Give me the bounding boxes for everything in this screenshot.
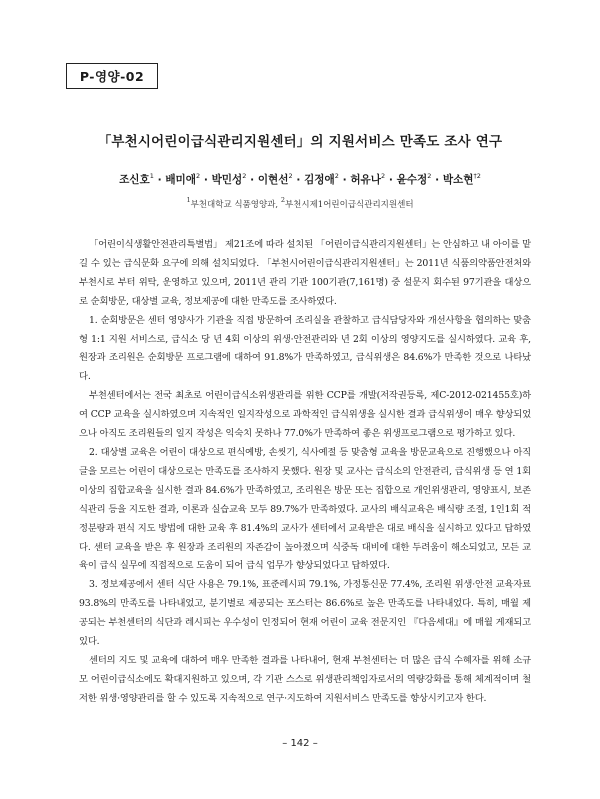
- author-name: 조신호: [119, 174, 150, 186]
- author-name: 허유나: [350, 174, 382, 186]
- author-name: 박소현: [442, 174, 474, 186]
- abstract-paragraph: 부천센터에서는 전국 최초로 어린이급식소위생관리를 위한 CCP를 개발(저작권등록, 제C-2012-021455호)하여 CCP 교육을 실시하였으며 지속적인 일지작성으로 과학적인 급식위생을 실시한 결과 급식위생이 매우 향상되었으나 아직도 조리원들의 일지 작성은 익숙치 못하나 77.0%가 만족하여 좋은 위생프로그램으로 평가하고 있다.: [79, 390, 531, 440]
- author-name: 김정애: [304, 174, 335, 186]
- author-list: [0, 172, 600, 187]
- abstract-paragraph: 2. 대상별 교육은 어린이 대상으로 편식예방, 손씻기, 식사예절 등 맞춤형 교육을 방문교육으로 진행했으나 아직 글을 모르는 어린이 대상으로는 만족도를 조사하지 못했다. 원장 및 교사는 급식소의 안전관리, 급식위생 등 연 1회 이상의 집합교육을 실시한 결과 84.6%가 만족하였고, 조리원은 방문 또는 집합으로 개인위생관리, 영양표시, 보존식관리 등을 지도한 결과, 이론과 실습교육 모두 89.7%가 만족하였다. 교사의 배식교육은 배식량 조절, 1인1회 적정분량과 편식 지도 방법에 대한 교육 후 81.4%의 교사가 센터에서 교육받은 대로 배식을 실시하고 있다고 답하였다. 센터 교육을 받은 후 원장과 조리원의 자존감이 높아졌으며 식중독 대비에 대한 두려움이 해소되었고, 모든 교육이 급식 실무에 직접적으로 도움이 되어 급식 업무가 향상되었다고 답하였다.: [79, 446, 531, 572]
- author-separator: ·: [385, 174, 397, 186]
- affiliation-line: [0, 196, 600, 210]
- author-affiliation-mark: 2: [334, 172, 339, 180]
- author-separator: ·: [292, 174, 305, 186]
- abstract-paragraph: 「어린이식생활안전관리특별법」 제21조에 따라 설치된 「어린이급식관리지원센터」는 안심하고 내 아이를 맡길 수 있는 급식문화 요구에 의해 설치되었다. 「부천시어린이급식관리지원센터」는 2011년 식품의약품안전처와 부천시로 부터 위탁, 운영하고 있으며, 2011년 관리 기관 100기관(7,161명) 중 설문지 회수된 97기관을 대상으로 순회방문, 대상별 교육, 정보제공에 대한 만족도를 조사하였다.: [79, 239, 531, 307]
- affiliation-sup-2: 2: [280, 196, 285, 204]
- author-affiliation-mark: †2: [473, 172, 481, 180]
- author-name: 이현선: [257, 174, 289, 186]
- affiliation-2: 부천시제1어린이급식관리지원센터: [284, 200, 414, 210]
- presentation-code-label: P-영양-02: [66, 63, 158, 89]
- author-separator: ·: [200, 174, 212, 186]
- author-name: 윤수정: [396, 174, 428, 186]
- author-separator: ·: [246, 174, 258, 186]
- affiliation-1: 부천대학교 식품영양과,: [190, 200, 281, 210]
- author-affiliation-mark: 2: [427, 172, 432, 180]
- author-affiliation-mark: 2: [381, 172, 386, 180]
- abstract-body: [79, 236, 531, 709]
- author-affiliation-mark: 1: [149, 172, 154, 180]
- author-separator: ·: [431, 174, 443, 186]
- author-affiliation-mark: 2: [196, 172, 201, 180]
- author-separator: ·: [338, 174, 351, 186]
- abstract-paragraph: 1. 순회방문은 센터 영양사가 기관을 직접 방문하여 조리실을 관찰하고 급식담당자와 개선사항을 협의하는 맞춤형 1:1 지원 서비스로, 급식소 당 년 4회 이상의 위생·안전관리와 년 2회 이상의 영양지도를 실시하였다. 교육 후, 원장과 조리원은 순회방문 프로그램에 대하여 91.8%가 만족하였고, 급식위생은 84.6%가 만족한 것으로 나타났다.: [79, 314, 531, 383]
- page-number: – 142 –: [282, 738, 318, 749]
- author-affiliation-mark: 2: [288, 172, 293, 180]
- affiliation-sup-1: 1: [186, 196, 191, 204]
- paper-title: 「부천시어린이급식관리지원센터」의 지원서비스 만족도 조사 연구: [97, 134, 503, 150]
- author-name: 박민성: [211, 174, 243, 186]
- author-name: 배미애: [165, 174, 197, 186]
- author-separator: ·: [153, 174, 166, 186]
- abstract-paragraph: 센터의 지도 및 교육에 대하여 매우 만족한 결과를 나타내어, 현재 부천센터는 더 많은 급식 수혜자를 위해 소규모 어린이급식소에도 확대지원하고 있으며, 각 기관 스스로 위생관리책임자로서의 역량강화를 통해 체계적이며 철저한 위생·영양관리를 할 수 있도록 지속적으로 연구·지도하여 지원서비스 만족도를 향상시키고자 한다.: [79, 654, 531, 704]
- author-affiliation-mark: 2: [242, 172, 247, 180]
- abstract-paragraph: 3. 정보제공에서 센터 식단 사용은 79.1%, 표준레시피 79.1%, 가정통신문 77.4%, 조리원 위생·안전 교육자료 93.8%의 만족도를 나타내었고, 분기별로 제공되는 포스터는 86.6%로 높은 만족도를 나타내었다. 특히, 매월 제공되는 부천센터의 식단과 레시피는 우수성이 인정되어 현재 어린이 교육 전문지인 『다음세대』에 매월 게재되고 있다.: [79, 579, 531, 648]
